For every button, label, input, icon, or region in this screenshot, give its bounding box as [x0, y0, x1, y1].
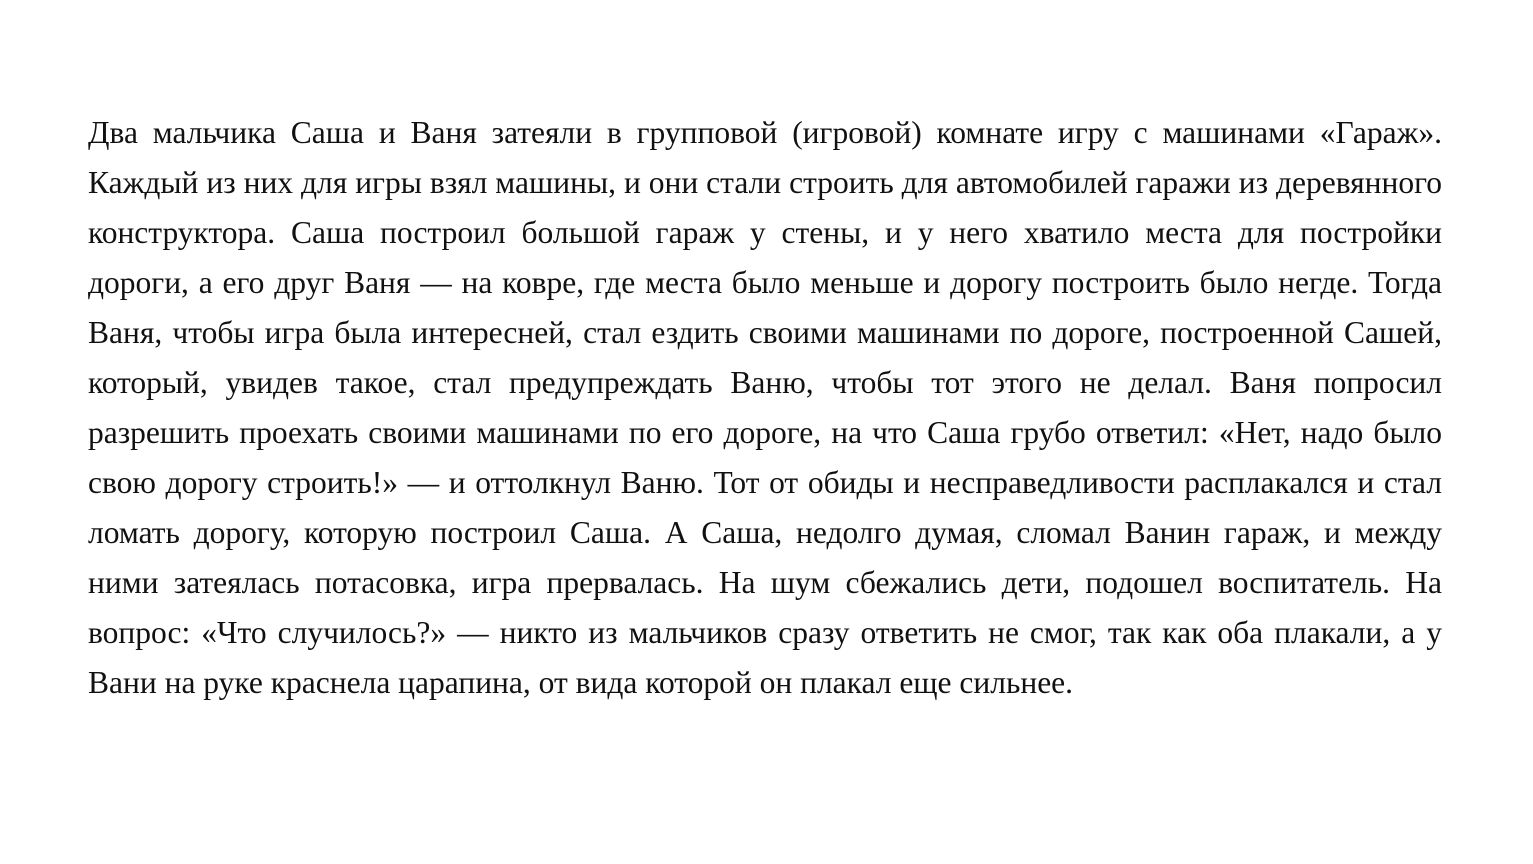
- story-paragraph: Два мальчика Саша и Ваня затеяли в групповой (игровой) комнате игру с машинами «Гараж». Каждый из них для игры взял машины, и они стали строить для автомобилей гаражи из деревянного конструктора. Саша построил большой гараж у стены, и у него хватило места для постройки дороги, а его друг Ваня — на ковре, где места было меньше и дорогу построить было негде. Тогда Ваня, чтобы игра была интересней, стал ездить своими машинами по дороге, построенной Сашей, который, увидев такое, стал предупреждать Ваню, чтобы тот этого не делал. Ваня попросил разрешить проехать своими машинами по его дороге, на что Саша грубо ответил: «Нет, надо было свою дорогу строить!» — и оттолкнул Ваню. Тот от обиды и несправедливости расплакался и стал ломать дорогу, которую построил Саша. А Саша, недолго думая, сломал Ванин гараж, и между ними затеялась потасовка, игра прервалась. На шум сбежались дети, подошел воспитатель. На вопрос: «Что случилось?» — никто из мальчиков сразу ответить не смог, так как оба плакали, а у Вани на руке краснела царапина, от вида которой он плакал еще сильнее.: [88, 115, 1442, 700]
